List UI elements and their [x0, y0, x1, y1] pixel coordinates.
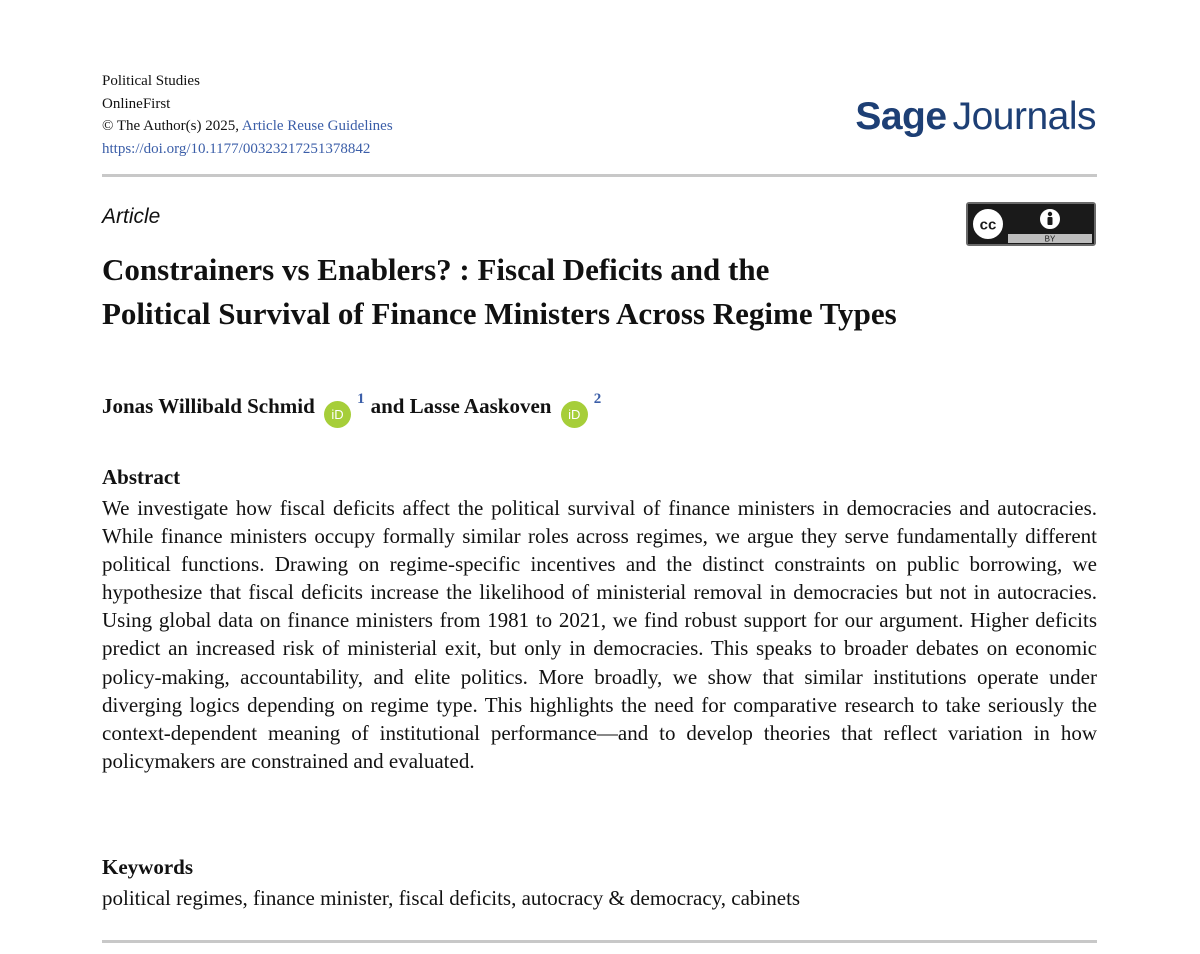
by-label: BY — [1044, 234, 1056, 244]
article-type-label: Article — [102, 205, 161, 228]
attribution-icon — [1039, 208, 1061, 230]
footer-divider — [102, 940, 1097, 943]
title-line-1: Constrainers vs Enablers? : Fiscal Deficits and the — [102, 252, 770, 287]
journal-meta — [102, 70, 393, 160]
affiliation-marker[interactable]: 2 — [593, 391, 602, 407]
orcid-icon[interactable]: iD — [561, 401, 588, 428]
copyright-line — [102, 115, 393, 138]
orcid-icon[interactable]: iD — [324, 401, 351, 428]
header-divider — [102, 174, 1097, 177]
article-title — [102, 248, 1062, 336]
logo-word-bold: Sage — [855, 95, 947, 138]
author-name: Jonas Willibald Schmid — [102, 394, 315, 418]
copyright-text: © The Author(s) 2025, — [102, 118, 242, 134]
abstract-heading: Abstract — [102, 465, 181, 489]
creative-commons-icon — [972, 208, 1004, 240]
author-name: Lasse Aaskoven — [409, 394, 552, 418]
reuse-guidelines-link[interactable]: Article Reuse Guidelines — [241, 118, 393, 134]
cc-by-license-badge[interactable] — [966, 202, 1096, 246]
keywords-heading: Keywords — [102, 855, 193, 879]
sage-journals-logo[interactable] — [855, 94, 1096, 140]
title-line-2: Political Survival of Finance Ministers Across Regime Types — [102, 296, 897, 331]
author-list — [102, 386, 607, 428]
doi-link[interactable]: https://doi.org/10.1177/00323217251378842 — [102, 140, 371, 157]
keywords-list: political regimes, finance minister, fiscal deficits, autocracy & democracy, cabinets — [102, 886, 801, 910]
journal-edition: OnlineFirst — [102, 95, 171, 112]
affiliation-marker[interactable]: 1 — [357, 391, 365, 407]
logo-word-light: Journals — [952, 95, 1096, 138]
author-joiner: and — [370, 394, 405, 418]
journal-name: Political Studies — [102, 73, 200, 89]
cc-symbol-text: cc — [979, 216, 997, 234]
abstract-text: We investigate how fiscal deficits affect the political survival of finance ministers in democracies and autocracies. While finance ministers occupy formally similar roles across regimes, we argue they serve fundamentally different political functions. Drawing on regime-specific incentives and the distinct constraints on public borrowing, we hypothesize that fiscal deficits increase the likelihood of ministerial removal in democracies but not in autocracies. Using global data on finance ministers from 1981 to 2021, we find robust support for our argument. Higher deficits predict an increased risk of ministerial exit, but only in democracies. This speaks to broader debates on economic policy-making, accountability, and elite politics. More broadly, we show that similar institutions operate under diverging logics depending on regime type. This highlights the need for comparative research to take seriously the context-dependent meaning of institutional performance—and to develop theories that reflect variation in how policymakers are constrained and evaluated. — [102, 496, 1097, 773]
